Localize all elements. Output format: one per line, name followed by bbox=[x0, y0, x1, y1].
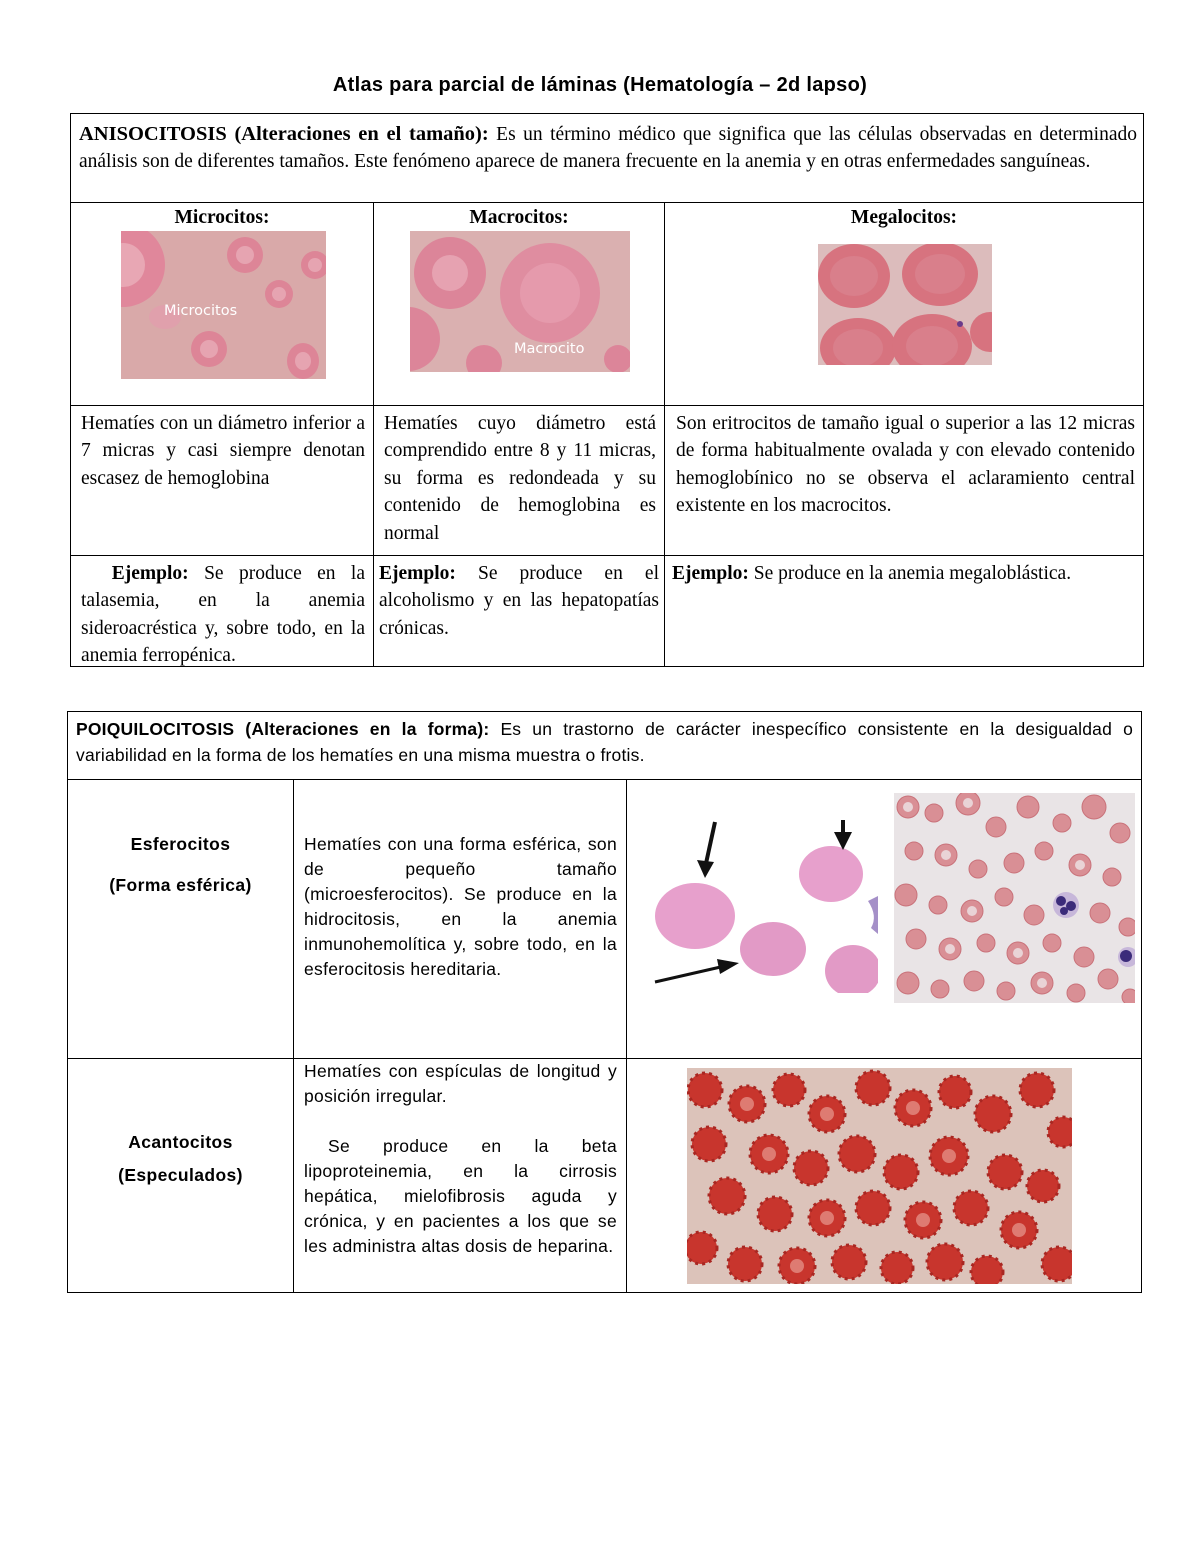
microcitos-image bbox=[121, 231, 326, 379]
anisocitosis-intro: Es un término médico que significa que las células observadas en determinado análisis son de diferentes tamaños. Este fenómeno aparece de manera frecuente en la anemia y en otras enfermedades sanguíneas. bbox=[79, 124, 1138, 172]
anisocitosis-table bbox=[70, 113, 1144, 667]
macrocitos-example-text: Se produce en el alcoholismo y en las hepatopatías crónicas. bbox=[379, 563, 659, 639]
esferocitos-description: Hematíes con una forma esférica, son de pequeño tamaño (microesferocitos). Se produce en la hidrocitosis, en la anemia inmunohemolítica y, sobre todo, en la esferocitosis hereditaria. bbox=[304, 834, 617, 979]
example-label: Ejemplo: bbox=[111, 563, 189, 584]
microcitos-example-text: Se produce en la talasemia, en la anemia sideroacréstica y, sobre todo, en la anemia ferropénica. bbox=[81, 563, 365, 667]
poiquilocitosis-heading: POIQUILOCITOSIS (Alteraciones en la forma): bbox=[76, 719, 490, 739]
microcitos-image-label: Microcitos bbox=[164, 303, 238, 319]
megalocitos-example bbox=[672, 560, 1136, 587]
column-divider bbox=[293, 779, 294, 1292]
acantocitos-description bbox=[304, 1059, 617, 1259]
page-title: Atlas para parcial de láminas (Hematología – 2d lapso) bbox=[332, 74, 868, 96]
column-title-megalocitos: Megalocitos: bbox=[850, 207, 958, 228]
row-divider bbox=[71, 555, 1143, 556]
esferocitos-name: Esferocitos bbox=[130, 834, 231, 854]
acantocitos-name: Acantocitos bbox=[128, 1132, 233, 1152]
acantocitos-subtitle: (Especulados) bbox=[118, 1165, 243, 1185]
megalocitos-description: Son eritrocitos de tamaño igual o superior a las 12 micras de forma habitualmente ovalada y con elevado contenido hemoglobínico no se observa el aclaramiento central existente en los macrocitos. bbox=[676, 413, 1135, 517]
esferocitos-subtitle: (Forma esférica) bbox=[109, 875, 252, 895]
microcitos-description: Hematíes con un diámetro inferior a 7 micras y casi siempre denotan escasez de hemoglobina bbox=[81, 413, 365, 489]
acantocitos-description-1: Hematíes con espículas de longitud y posición irregular. bbox=[304, 1061, 617, 1106]
row-divider bbox=[71, 202, 1143, 203]
poiquilocitosis-header bbox=[76, 716, 1133, 768]
macrocitos-description: Hematíes cuyo diámetro está comprendido entre 8 y 11 micras, su forma es redondeada y su contenido de hemoglobina es normal bbox=[384, 413, 656, 544]
acantocitos-image bbox=[687, 1068, 1072, 1284]
megalocitos-example-text: Se produce en la anemia megaloblástica. bbox=[753, 563, 1072, 584]
poiquilocitosis-intro: Es un trastorno de carácter inespecífico consistente en la desigualdad o variabilidad en la forma de los hematíes en una misma muestra o frotis. bbox=[76, 719, 1134, 765]
macrocitos-image bbox=[410, 231, 630, 372]
esferocitos-smear-image bbox=[894, 793, 1135, 1003]
anisocitosis-header bbox=[79, 121, 1137, 175]
column-title-microcitos: Microcitos: bbox=[174, 207, 270, 228]
column-divider bbox=[626, 779, 627, 1292]
esferocitos-arrows-image bbox=[653, 816, 878, 993]
column-title-macrocitos: Macrocitos: bbox=[469, 207, 569, 228]
example-label: Ejemplo: bbox=[672, 563, 749, 584]
macrocitos-example bbox=[379, 560, 659, 642]
esferocitos-title bbox=[68, 828, 293, 902]
poiquilocitosis-table bbox=[67, 711, 1142, 1293]
column-divider bbox=[664, 202, 665, 666]
microcitos-example bbox=[81, 560, 365, 670]
row-divider bbox=[68, 779, 1141, 780]
column-divider bbox=[373, 202, 374, 666]
megalocitos-image bbox=[818, 244, 992, 365]
macrocitos-image-label: Macrocito bbox=[514, 341, 585, 357]
anisocitosis-heading: ANISOCITOSIS (Alteraciones en el tamaño): bbox=[79, 123, 489, 145]
example-label: Ejemplo: bbox=[379, 563, 456, 584]
row-divider bbox=[71, 405, 1143, 406]
acantocitos-description-2: Se produce en la beta lipoproteinemia, en la cirrosis hepática, mielofibrosis aguda y crónica, y en pacientes a los que se les administra altas dosis de heparina. bbox=[304, 1136, 617, 1256]
acantocitos-title bbox=[68, 1126, 293, 1192]
